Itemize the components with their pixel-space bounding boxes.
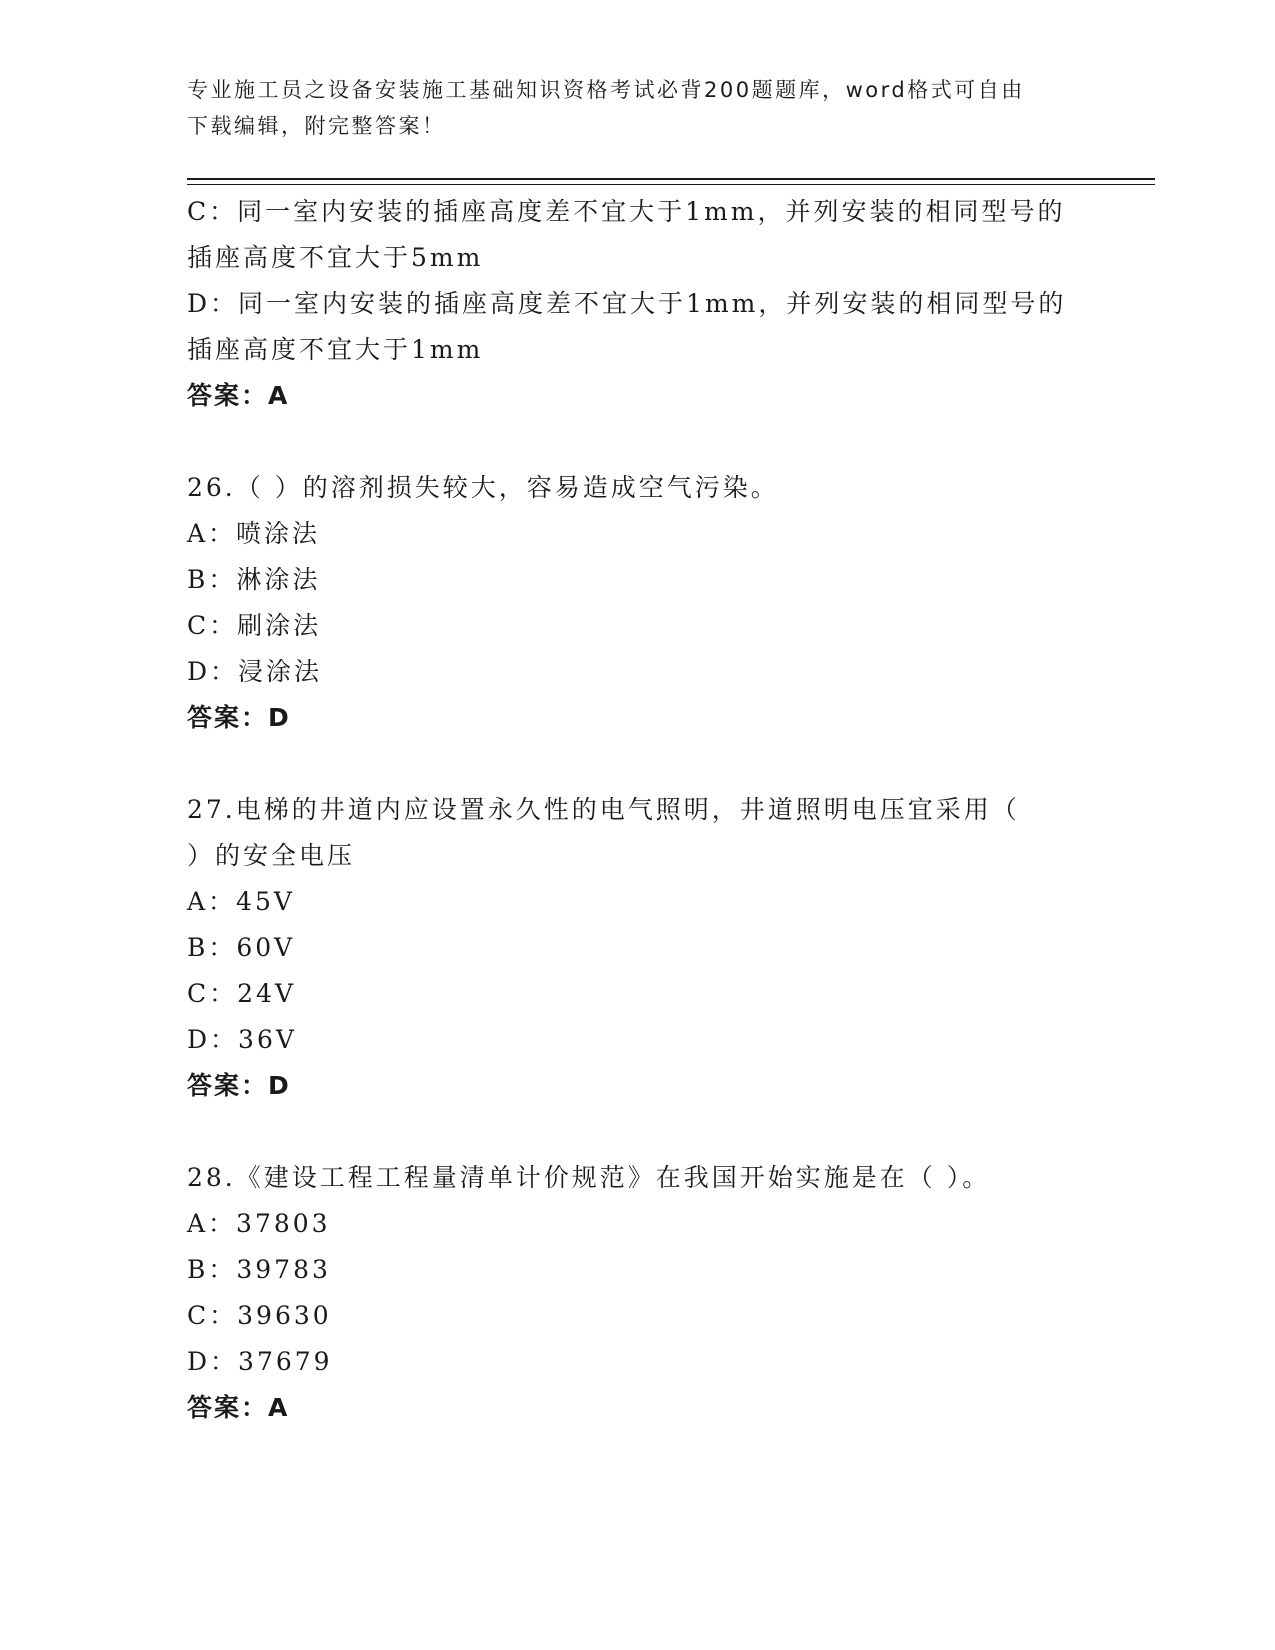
option-a: A：45V [187, 887, 295, 916]
option-a: A：37803 [187, 1209, 331, 1238]
question-25-continued [187, 189, 1067, 419]
option-c: C：39630 [187, 1301, 332, 1330]
answer-line: 答案：A [187, 1393, 290, 1422]
option-c: C：同一室内安装的插座高度差不宜大于1mm，并列安装的相同型号的 [187, 197, 1066, 226]
spacer [187, 419, 1067, 465]
header-divider [187, 178, 1155, 185]
option-c: C：24V [187, 979, 296, 1008]
option-b: B：淋涂法 [187, 565, 321, 594]
question-stem: 27.电梯的井道内应设置永久性的电气照明，井道照明电压宜采用（ [187, 795, 1020, 824]
option-d: D：浸涂法 [187, 657, 323, 686]
spacer [187, 1109, 1067, 1155]
option-c: C：刷涂法 [187, 611, 322, 640]
question-stem: 26.（ ）的溶剂损失较大，容易造成空气污染。 [187, 473, 779, 502]
option-b: B：60V [187, 933, 296, 962]
header-line-2: 下载编辑，附完整答案！ [187, 114, 446, 138]
option-d: D：37679 [187, 1347, 333, 1376]
header-line-1: 专业施工员之设备安装施工基础知识资格考试必背200题题库，word格式可自由 [187, 78, 1025, 102]
question-list [187, 189, 1067, 1431]
answer-line: 答案：D [187, 1071, 291, 1100]
option-a: A：喷涂法 [187, 519, 321, 548]
answer-line: 答案：D [187, 703, 291, 732]
option-c-continued: 插座高度不宜大于5mm [187, 243, 484, 272]
question-stem-continued: ）的安全电压 [187, 841, 356, 870]
option-d: D：36V [187, 1025, 297, 1054]
option-d-continued: 插座高度不宜大于1mm [187, 335, 484, 364]
question-28 [187, 1155, 1067, 1431]
question-26 [187, 465, 1067, 741]
option-d: D：同一室内安装的插座高度差不宜大于1mm，并列安装的相同型号的 [187, 289, 1067, 318]
question-27 [187, 787, 1067, 1109]
document-header [187, 72, 1067, 144]
spacer [187, 741, 1067, 787]
question-stem: 28.《建设工程工程量清单计价规范》在我国开始实施是在（ ）。 [187, 1163, 991, 1192]
answer-line: 答案：A [187, 381, 290, 410]
option-b: B：39783 [187, 1255, 331, 1284]
